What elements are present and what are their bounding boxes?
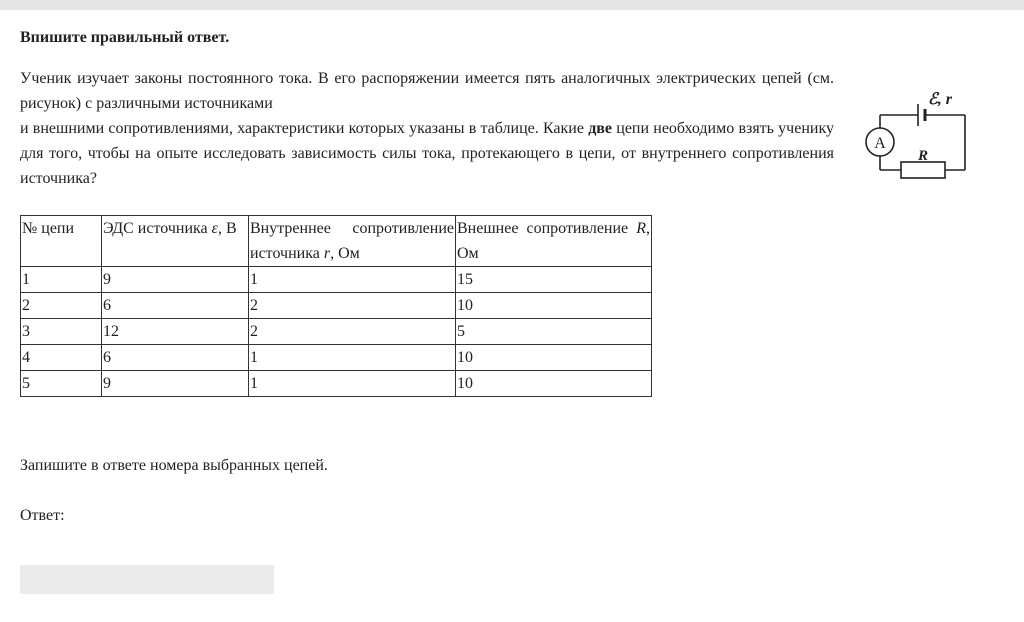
emf-symbol: ε — [211, 220, 218, 237]
header-internal-resistance — [249, 216, 456, 267]
answer-instruction: Запишите в ответе номера выбранных цепей. — [20, 457, 328, 474]
header-emf — [102, 216, 249, 267]
table-row — [21, 293, 652, 319]
task-title: Впишите правильный ответ. — [20, 29, 230, 46]
internal-resistance-symbol: r — [323, 245, 331, 262]
circuit-diagram — [862, 86, 982, 186]
ammeter-label: A — [874, 135, 886, 152]
table-header-row — [21, 216, 652, 267]
table-row — [21, 319, 652, 345]
table-cell: 9 — [102, 371, 249, 397]
table-cell: 5 — [21, 371, 102, 397]
table-cell: 6 — [102, 293, 249, 319]
table-cell: 10 — [456, 345, 652, 371]
header-unit: , Ом — [457, 220, 650, 262]
table-cell: 1 — [21, 267, 102, 293]
table-cell: 2 — [249, 319, 456, 345]
table-row — [21, 371, 652, 397]
question-text-part: и внешними сопротивлениями, характеристики которых указаны в таблице. Какие — [20, 120, 589, 137]
table-cell: 1 — [249, 371, 456, 397]
resistor-label: R — [917, 148, 929, 164]
question-line-1: Ученик изучает законы постоянного тока. В его распоряжении имеется пять аналогичных электрических цепей (см. рисунок) с различными источниками — [20, 70, 834, 112]
table-cell: 10 — [456, 293, 652, 319]
header-text: Внутреннее сопротивление источника — [250, 220, 454, 262]
header-text: Внешнее сопротивление — [457, 220, 637, 237]
question-text — [20, 66, 834, 191]
header-circuit-number: № цепи — [21, 216, 102, 267]
table-cell: 12 — [102, 319, 249, 345]
header-external-resistance — [456, 216, 652, 267]
table-cell: 3 — [21, 319, 102, 345]
resistor-symbol — [901, 162, 945, 178]
table-cell: 6 — [102, 345, 249, 371]
question-line-2 — [20, 116, 834, 191]
question-emphasis: две — [588, 120, 613, 137]
table-cell: 1 — [249, 267, 456, 293]
table-cell: 9 — [102, 267, 249, 293]
table-cell: 2 — [249, 293, 456, 319]
source-label: ℰ, r — [928, 91, 952, 108]
table-cell: 1 — [249, 345, 456, 371]
table-cell: 10 — [456, 371, 652, 397]
circuits-table — [20, 215, 652, 397]
answer-label: Ответ: — [20, 507, 65, 524]
external-resistance-symbol: R — [636, 220, 646, 237]
table-cell: 15 — [456, 267, 652, 293]
table-cell: 5 — [456, 319, 652, 345]
table-row — [21, 345, 652, 371]
header-unit: , В — [217, 220, 237, 237]
table-cell: 4 — [21, 345, 102, 371]
table-row — [21, 267, 652, 293]
top-bar — [0, 0, 1024, 10]
header-unit: , Ом — [330, 245, 360, 262]
header-text: ЭДС источника — [103, 220, 212, 237]
question-text-part: цепи необходимо взять ученику для того, чтобы на опыте исследовать зависимость силы тока, протекающего в цепи, от внутреннего сопротивления источника? — [20, 120, 835, 187]
table-cell: 2 — [21, 293, 102, 319]
answer-input[interactable] — [20, 565, 274, 594]
